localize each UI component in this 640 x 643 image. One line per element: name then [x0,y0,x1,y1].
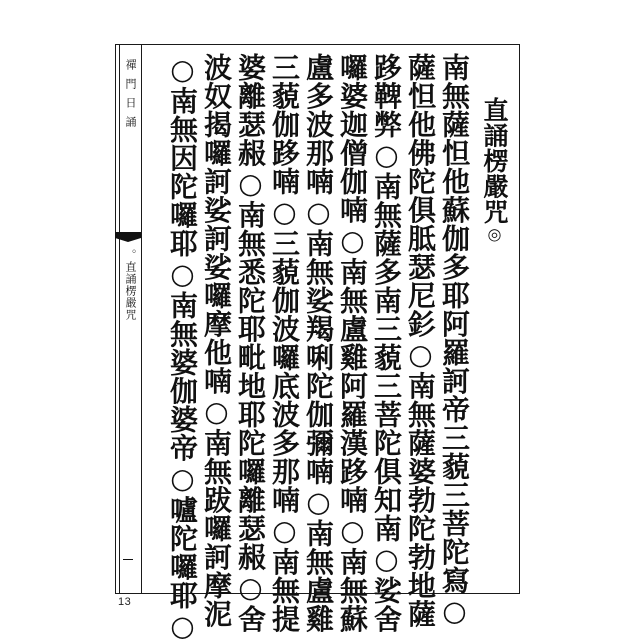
mantra-text [165,53,511,643]
text-column: 波奴揭囉訶娑訶娑囉摩他喃○南無跋囉訶摩泥 [200,53,233,628]
mantra-title-text: 直誦楞嚴咒 [480,97,509,225]
text-column: 南無薩怛他蘇伽多耶阿羅訶帝三藐三菩陀寫○ [438,53,471,628]
title-circle-mark: ◎ [485,224,504,244]
text-column: 跢鞞弊○南無薩多南三藐三菩陀俱知南○娑舍 [370,53,403,633]
text-column: 囉婆迦僧伽喃○南無盧雞阿羅漢跢喃○南無蘇 [336,53,369,633]
page-number: 13 [118,596,132,608]
margin-tick [123,559,133,560]
margin-rule [119,45,120,593]
text-column: 婆離瑟赧○南無悉陀耶毗地耶陀囉離瑟赧○舍 [234,53,267,633]
text-column: ○南無因陀囉耶○南無婆伽婆帝○嚧陀囉耶○ [166,53,199,643]
text-column: 盧多波那喃○南無娑羯唎陀伽彌喃○南無盧雞 [302,53,335,633]
fishtail-mark-icon [115,232,141,244]
book-title: 禪門日誦 [124,59,137,135]
text-column: 三藐伽跢喃○三藐伽波囉底波多那喃○南無提 [268,53,301,633]
section-tag: 。直誦楞嚴咒 [124,249,137,321]
text-column: 薩怛他佛陀俱胝瑟尼釤○南無薩婆勃陀勃地薩 [404,53,437,628]
margin-strip [116,45,142,593]
mantra-title [477,53,511,583]
